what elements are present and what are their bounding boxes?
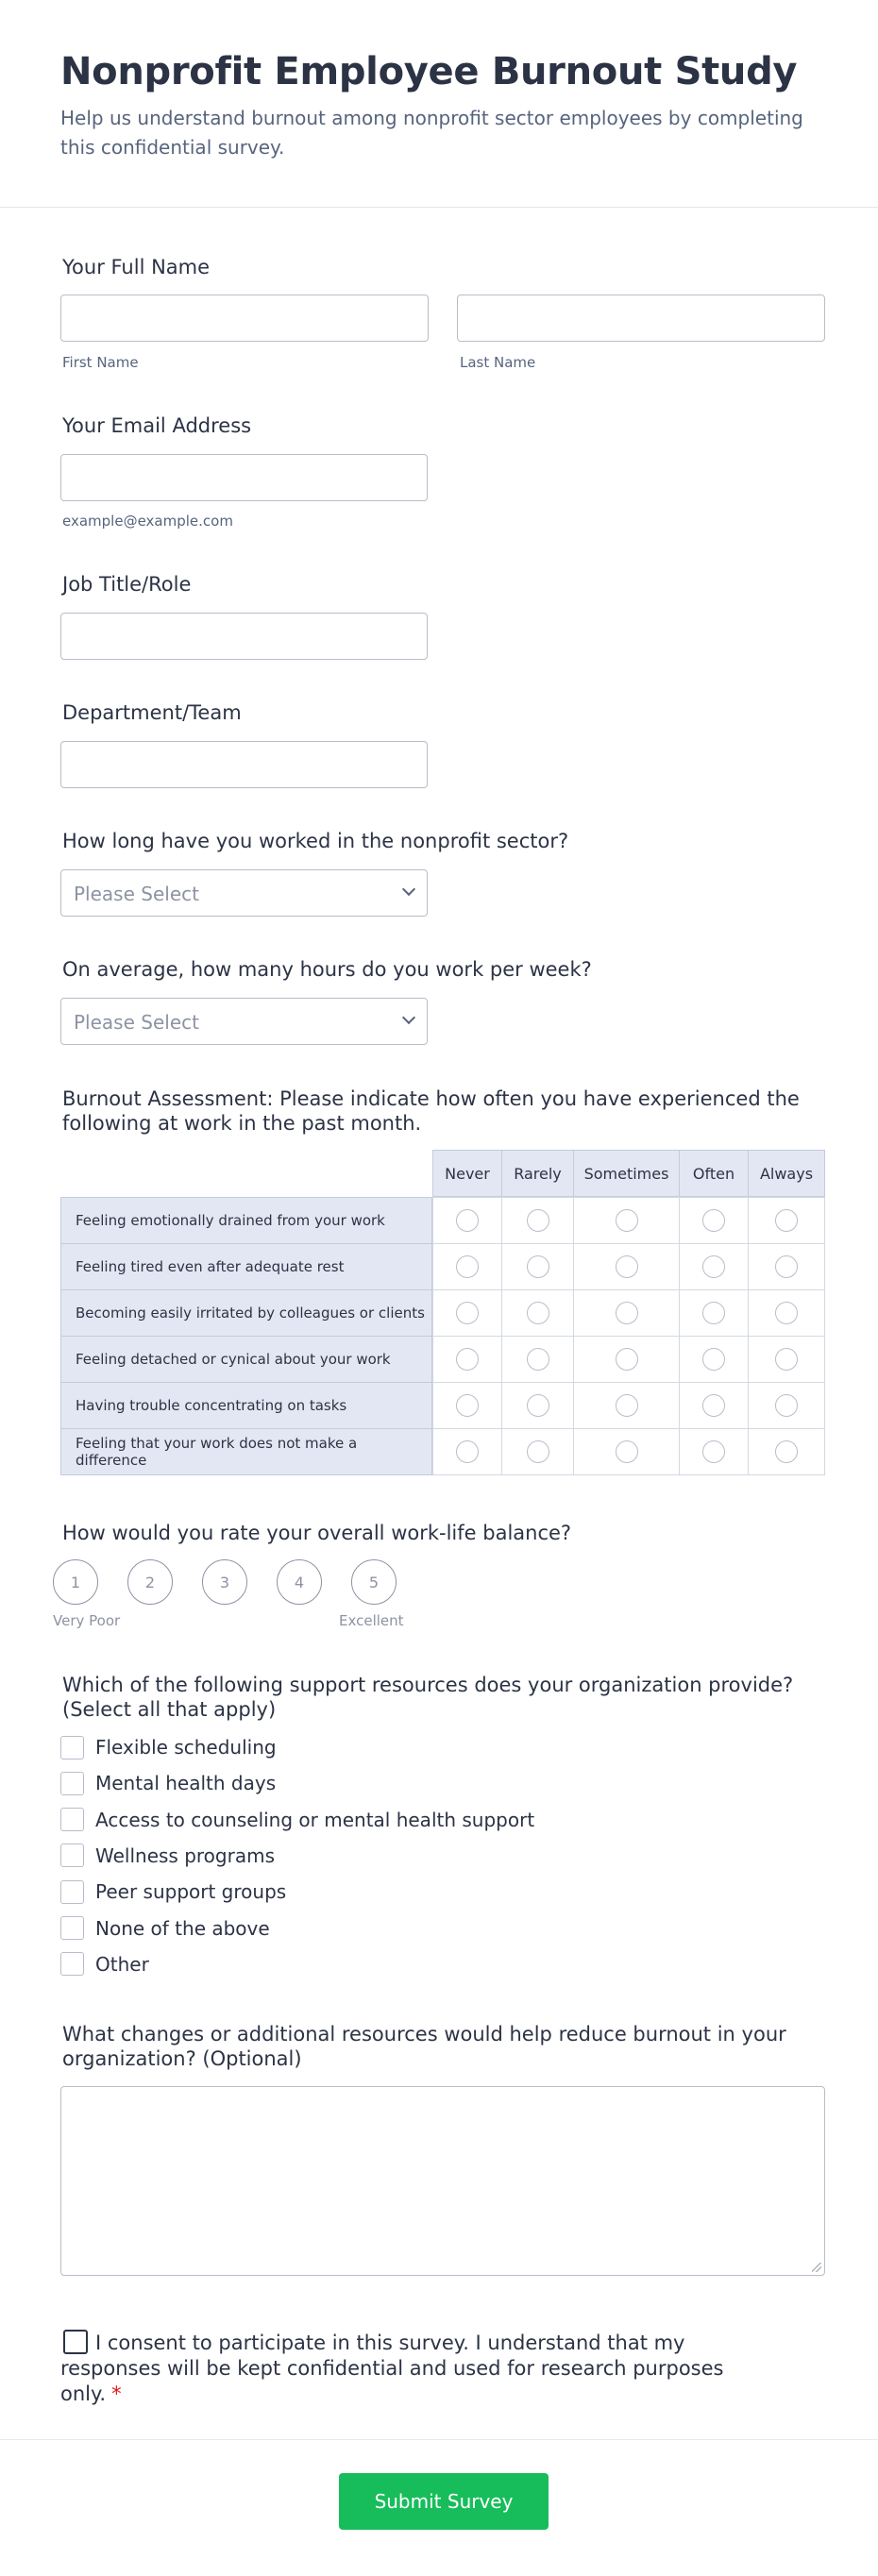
rating-label: How would you rate your overall work-life balance? (62, 1522, 572, 1544)
matrix-cell (501, 1428, 574, 1475)
changes-label: What changes or additional resources would help reduce burnout in your organization? (Optional) (62, 2023, 786, 2070)
matrix-radio[interactable] (775, 1209, 798, 1232)
email-sublabel: example@example.com (62, 513, 233, 530)
matrix-radio[interactable] (616, 1302, 638, 1324)
matrix-radio[interactable] (702, 1394, 725, 1417)
rating-option-1[interactable]: 1 (53, 1559, 98, 1605)
matrix-radio[interactable] (616, 1209, 638, 1232)
consent-field (60, 2330, 740, 2407)
hours-label: On average, how many hours do you work per week? (62, 958, 592, 981)
tenure-select[interactable] (60, 869, 428, 917)
matrix-cell (679, 1428, 749, 1475)
matrix-radio[interactable] (456, 1255, 479, 1278)
matrix-cell (679, 1289, 749, 1337)
resource-option[interactable] (60, 1735, 277, 1759)
job-title-input[interactable] (60, 613, 428, 660)
email-label: Your Email Address (62, 414, 252, 437)
resource-option-label: None of the above (95, 1916, 270, 1940)
submit-button[interactable]: Submit Survey (339, 2473, 549, 2530)
form-header (0, 0, 878, 208)
resource-option-label: Peer support groups (95, 1880, 287, 1904)
department-input[interactable] (60, 741, 428, 788)
rating-option-4[interactable]: 4 (277, 1559, 322, 1605)
last-name-sublabel: Last Name (460, 354, 536, 371)
resource-option[interactable] (60, 1771, 276, 1795)
matrix-radio[interactable] (527, 1209, 549, 1232)
matrix-radio[interactable] (456, 1302, 479, 1324)
resource-checkbox[interactable] (60, 1736, 84, 1759)
matrix-radio[interactable] (702, 1209, 725, 1232)
rating-option-2[interactable]: 2 (127, 1559, 173, 1605)
matrix-column-header: Never (432, 1150, 502, 1197)
footer-divider (0, 2439, 878, 2440)
matrix-radio[interactable] (456, 1394, 479, 1417)
matrix-radio[interactable] (616, 1440, 638, 1463)
resources-label: Which of the following support resources does your organization provide? (Select all that apply) (62, 1674, 794, 1721)
matrix-row-label: Feeling detached or cynical about your work (60, 1336, 432, 1383)
resource-option-label: Other (95, 1952, 149, 1976)
matrix-label: Burnout Assessment: Please indicate how often you have experienced the following at work in the past month. (62, 1087, 800, 1135)
hours-select[interactable] (60, 998, 428, 1045)
matrix-radio[interactable] (775, 1348, 798, 1371)
matrix-radio[interactable] (527, 1255, 549, 1278)
changes-textarea[interactable] (60, 2086, 825, 2276)
resource-option[interactable] (60, 1844, 275, 1868)
matrix-cell (432, 1197, 502, 1244)
matrix-column-header: Sometimes (573, 1150, 680, 1197)
matrix-radio[interactable] (527, 1440, 549, 1463)
matrix-radio[interactable] (616, 1394, 638, 1417)
hours-select-placeholder: Please Select (74, 1011, 199, 1034)
resource-option-label: Access to counseling or mental health support (95, 1808, 535, 1831)
consent-checkbox[interactable] (63, 2330, 88, 2354)
first-name-sublabel: First Name (62, 354, 139, 371)
last-name-input[interactable] (457, 295, 825, 342)
matrix-cell (432, 1428, 502, 1475)
matrix-radio[interactable] (456, 1348, 479, 1371)
matrix-cell (748, 1243, 825, 1290)
matrix-radio[interactable] (527, 1302, 549, 1324)
matrix-cell (748, 1197, 825, 1244)
email-input[interactable] (60, 454, 428, 501)
matrix-cell (501, 1336, 574, 1383)
resource-checkbox[interactable] (60, 1916, 84, 1940)
resource-checkbox[interactable] (60, 1880, 84, 1904)
resource-checkbox[interactable] (60, 1844, 84, 1867)
matrix-cell (679, 1382, 749, 1429)
matrix-cell (573, 1336, 680, 1383)
matrix-cell (501, 1243, 574, 1290)
required-asterisk: * (111, 2382, 122, 2405)
resource-option[interactable] (60, 1879, 286, 1904)
consent-text: I consent to participate in this survey. I understand that my responses will be kept confidential and used for research purposes only. (60, 2332, 724, 2405)
first-name-input[interactable] (60, 295, 429, 342)
resource-option-label: Wellness programs (95, 1844, 275, 1867)
matrix-cell (679, 1336, 749, 1383)
matrix-cell (679, 1243, 749, 1290)
matrix-column-header: Rarely (501, 1150, 574, 1197)
job-title-label: Job Title/Role (62, 573, 192, 596)
resource-checkbox[interactable] (60, 1952, 84, 1976)
form-description: Help us understand burnout among nonprofit sector employees by completing this confidential survey. (60, 107, 803, 159)
matrix-radio[interactable] (616, 1255, 638, 1278)
matrix-radio[interactable] (775, 1440, 798, 1463)
resource-checkbox[interactable] (60, 1772, 84, 1795)
matrix-radio[interactable] (702, 1302, 725, 1324)
matrix-radio[interactable] (456, 1440, 479, 1463)
matrix-radio[interactable] (775, 1302, 798, 1324)
matrix-radio[interactable] (702, 1255, 725, 1278)
matrix-radio[interactable] (527, 1394, 549, 1417)
matrix-cell (748, 1382, 825, 1429)
matrix-row-label: Feeling emotionally drained from your work (60, 1197, 432, 1244)
matrix-cell (573, 1289, 680, 1337)
tenure-select-placeholder: Please Select (74, 883, 199, 905)
matrix-cell (501, 1197, 574, 1244)
matrix-radio[interactable] (775, 1394, 798, 1417)
matrix-cell (432, 1382, 502, 1429)
chevron-down-icon (402, 883, 415, 896)
matrix-radio[interactable] (702, 1348, 725, 1371)
matrix-cell (573, 1382, 680, 1429)
matrix-row-label: Having trouble concentrating on tasks (60, 1382, 432, 1429)
chevron-down-icon (402, 1011, 415, 1024)
matrix-cell (432, 1289, 502, 1337)
matrix-radio[interactable] (702, 1440, 725, 1463)
full-name-label: Your Full Name (62, 256, 211, 278)
resource-option[interactable] (60, 1916, 270, 1941)
resource-option-label: Mental health days (95, 1772, 277, 1795)
matrix-radio[interactable] (616, 1348, 638, 1371)
department-label: Department/Team (62, 701, 242, 724)
matrix-cell (501, 1382, 574, 1429)
resize-grip-icon[interactable] (812, 2263, 821, 2272)
matrix-row-label: Feeling that your work does not make a difference (60, 1428, 432, 1475)
matrix-row-label: Feeling tired even after adequate rest (60, 1243, 432, 1290)
matrix-row-label: Becoming easily irritated by colleagues or clients (60, 1289, 432, 1337)
matrix-cell (679, 1197, 749, 1244)
matrix-cell (748, 1428, 825, 1475)
matrix-radio[interactable] (775, 1255, 798, 1278)
rating-low-label: Very Poor (53, 1612, 121, 1629)
matrix-cell (501, 1289, 574, 1337)
matrix-cell (432, 1336, 502, 1383)
matrix-cell (573, 1428, 680, 1475)
matrix-radio[interactable] (456, 1209, 479, 1232)
rating-option-3[interactable]: 3 (202, 1559, 247, 1605)
matrix-radio[interactable] (527, 1348, 549, 1371)
resource-option[interactable] (60, 1952, 149, 1977)
matrix-cell (573, 1243, 680, 1290)
resource-checkbox[interactable] (60, 1808, 84, 1831)
matrix-cell (432, 1243, 502, 1290)
matrix-cell (748, 1336, 825, 1383)
matrix-cell (573, 1197, 680, 1244)
matrix-column-header: Always (748, 1150, 825, 1197)
tenure-label: How long have you worked in the nonprofit sector? (62, 830, 569, 852)
resource-option-label: Flexible scheduling (95, 1736, 277, 1759)
matrix-column-header: Often (679, 1150, 749, 1197)
form-title: Nonprofit Employee Burnout Study (60, 50, 798, 93)
matrix-cell (748, 1289, 825, 1337)
rating-high-label: Excellent (339, 1612, 404, 1629)
rating-option-5[interactable]: 5 (351, 1559, 397, 1605)
resource-option[interactable] (60, 1808, 534, 1832)
